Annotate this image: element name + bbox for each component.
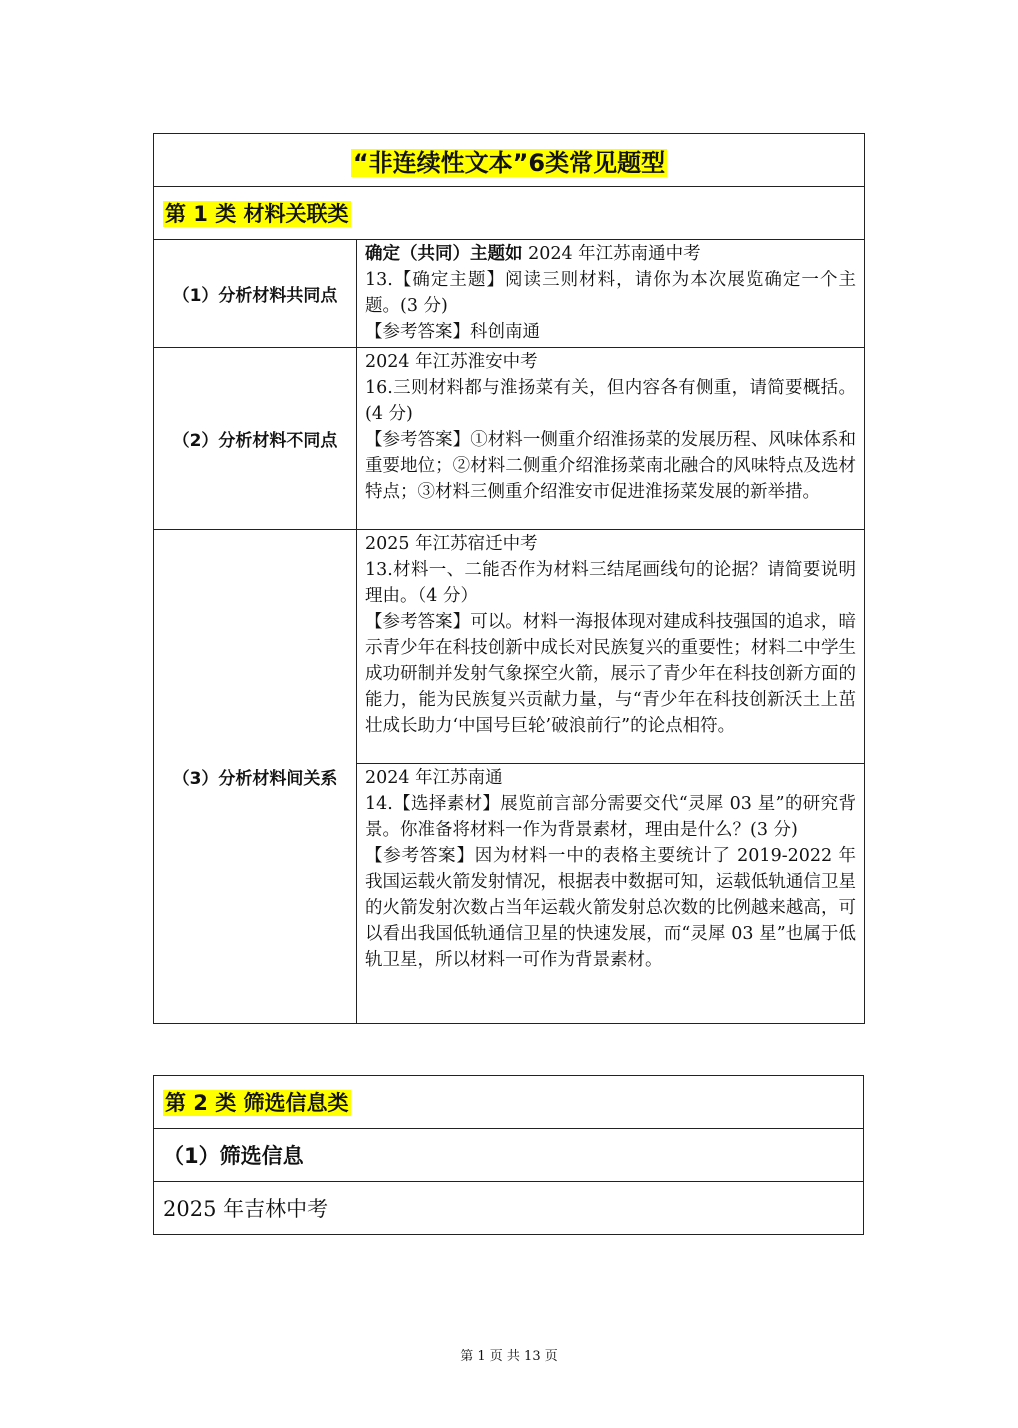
page-footer: 第 1 页 共 13 页 xyxy=(460,1349,558,1364)
row1-label: （1）分析材料共同点 xyxy=(154,240,357,348)
row2-content xyxy=(357,348,865,530)
row3a-content xyxy=(357,530,865,764)
section2-source: 2025 年吉林中考 xyxy=(154,1182,864,1235)
row3a-source: 2025 年江苏宿迁中考 xyxy=(365,534,538,554)
row3b-source: 2024 年江苏南通 xyxy=(365,768,503,788)
row1-lead xyxy=(365,241,856,267)
row1-question: 13.【确定主题】阅读三则材料，请你为本次展览确定一个主题。(3 分) xyxy=(365,270,856,316)
row1-content xyxy=(357,240,865,348)
section2-table xyxy=(153,1075,864,1235)
row2-source: 2024 年江苏淮安中考 xyxy=(365,352,538,372)
row2-question: 16.三则材料都与淮扬菜有关，但内容各有侧重，请简要概括。(4 分) xyxy=(365,378,856,424)
row3b-answer: 【参考答案】因为材料一中的表格主要统计了 2019-2022 年我国运载火箭发射情况，根据表中数据可知，运载低轨通信卫星的火箭发射次数占当年运载火箭发射总次数的比例越来越高，可以看出我国低轨通信卫星的快速发展，而“灵犀 03 星”也属于低轨卫星，所以材料一可作为背景素材。 xyxy=(365,846,856,970)
row2-label: （2）分析材料不同点 xyxy=(154,348,357,530)
section1-heading-cell xyxy=(154,187,865,240)
row3-label: （3）分析材料间关系 xyxy=(154,530,357,1024)
row3a-question: 13.材料一、二能否作为材料三结尾画线句的论据？请简要说明理由。（4 分） xyxy=(365,560,856,606)
row2-answer: 【参考答案】①材料一侧重介绍淮扬菜的发展历程、风味体系和重要地位；②材料二侧重介绍淮扬菜南北融合的风味特点及选材特点；③材料三侧重介绍淮安市促进淮扬菜发展的新举措。 xyxy=(365,430,856,502)
section1-heading: 第 1 类 材料关联类 xyxy=(165,202,349,226)
row3b-question: 14.【选择素材】展览前言部分需要交代“灵犀 03 星”的研究背景。你准备将材料一作为背景素材，理由是什么？(3 分) xyxy=(365,794,856,840)
page-title: “非连续性文本”6类常见题型 xyxy=(352,148,666,177)
row1-lead-rest: 2024 年江苏南通中考 xyxy=(522,244,701,264)
row1-answer: 【参考答案】科创南通 xyxy=(365,322,540,342)
title-cell xyxy=(154,134,865,187)
section2-heading-cell xyxy=(154,1076,864,1129)
row3a-answer: 【参考答案】可以。材料一海报体现对建成科技强国的追求，暗示青少年在科技创新中成长对民族复兴的重要性；材料二中学生成功研制并发射气象探空火箭，展示了青少年在科技创新方面的能力，能为民族复兴贡献力量，与“青少年在科技创新沃土上茁壮成长助力‘中国号巨轮’破浪前行”的论点相符。 xyxy=(365,612,856,736)
section2-heading: 第 2 类 筛选信息类 xyxy=(165,1091,349,1115)
row1-lead-bold: 确定（共同）主题如 xyxy=(365,244,523,264)
row3b-content xyxy=(357,764,865,1024)
section2-sub: （1）筛选信息 xyxy=(154,1129,864,1182)
question-types-table xyxy=(153,133,865,1024)
